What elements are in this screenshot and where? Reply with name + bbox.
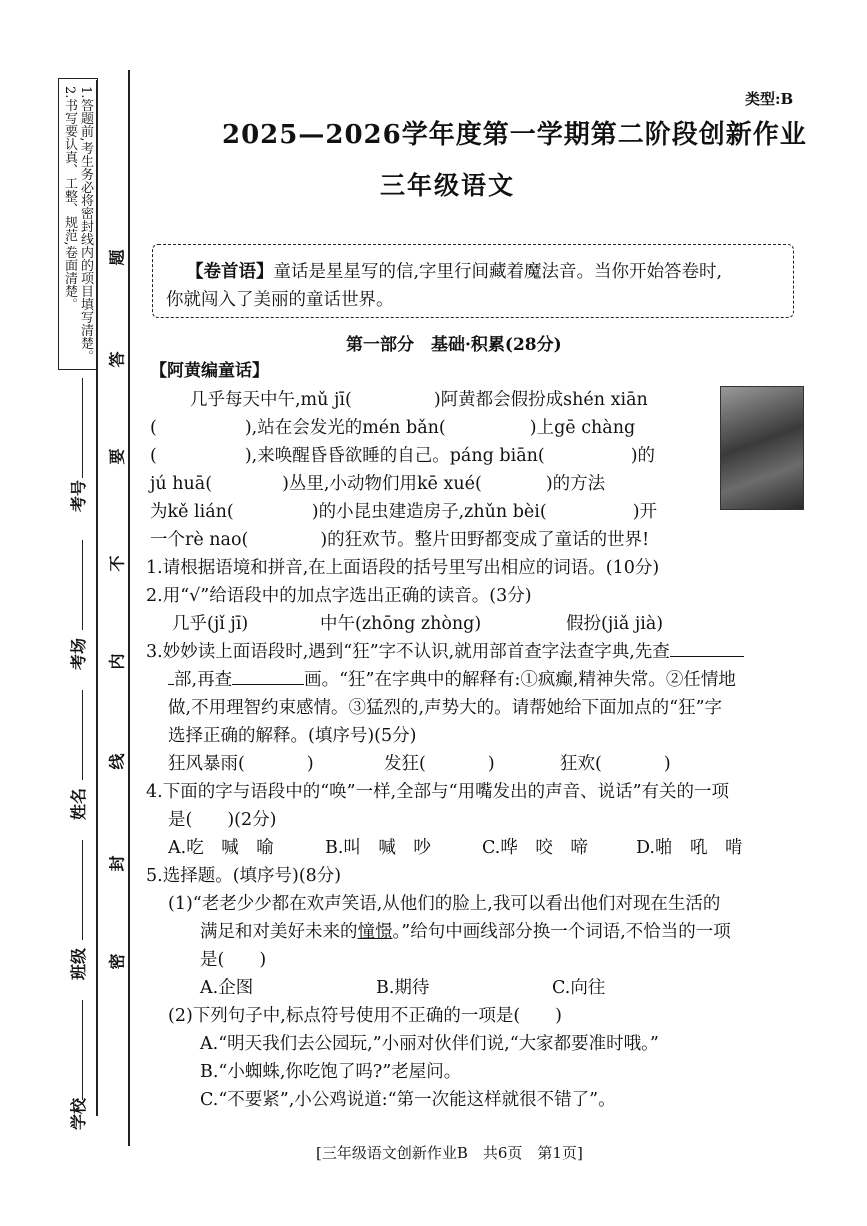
- q4-option-c: C.哗 咬 啼: [482, 838, 588, 858]
- binding-char-3: 要: [107, 448, 127, 465]
- q3-option-text: 狂风暴雨(: [168, 754, 245, 774]
- q3-option-3: [560, 750, 671, 775]
- question-3-line-2: [168, 666, 736, 691]
- passage-text: 一个rè nao(: [150, 530, 249, 550]
- room-line: [82, 540, 83, 630]
- passage-text: (: [150, 446, 157, 466]
- passage-text: )阿黄都会假扮成shén xiān: [433, 390, 648, 410]
- passage-text: )丛里,小动物们用kē xué(: [282, 474, 482, 494]
- q5-sub1-line-2: [200, 918, 731, 943]
- q3-option-2: [384, 750, 495, 775]
- room-label: 考场: [69, 637, 88, 670]
- page-title: 2025—2026学年度第一学期第二阶段创新作业: [222, 120, 807, 150]
- number-label: 考号: [69, 479, 88, 512]
- question-4-line-1: 4.下面的字与语段中的“唤”一样,全部与“用嘴发出的声音、说话”有关的一项: [146, 782, 730, 802]
- q5-sub2-option-c: C.“不要紧”,小公鸡说道:“第一次能这样就很不错了”。: [200, 1090, 616, 1110]
- passage-line-5: [150, 498, 657, 523]
- q5-sub1-option-c: C.向往: [552, 978, 606, 998]
- passage-text: 几乎每天中午,mǔ jī(: [190, 390, 352, 410]
- binding-char-1: 题: [107, 249, 127, 266]
- q5-sub1-option-a: A.企图: [200, 978, 254, 998]
- name-line: [82, 690, 83, 780]
- q5-text: 。”给句中画线部分换一个词语,不恰当的一项: [392, 922, 731, 942]
- passage-line-6: [150, 526, 649, 551]
- q3-option-close: ): [306, 754, 314, 774]
- q4-option-d: D.啪 吼 啃: [636, 838, 743, 858]
- q3-option-close: ): [487, 754, 495, 774]
- notice-line-1: 1.答题前,考生务必将密封线内的项目填写清楚。: [78, 86, 93, 363]
- q3-option-close: ): [663, 754, 671, 774]
- passage-text: 为kě lián(: [150, 502, 234, 522]
- question-4-line-2: 是( )(2分): [168, 810, 277, 830]
- binding-char-8: 密: [107, 953, 127, 970]
- binding-char-6: 线: [107, 753, 127, 770]
- question-2: 2.用“√”给语段中的加点字选出正确的读音。(3分): [146, 586, 532, 606]
- passage-text: )的狂欢节。整片田野都变成了童话的世界!: [320, 530, 650, 550]
- question-5-heading: 5.选择题。(填序号)(8分): [146, 866, 342, 886]
- q2-option-3: 假扮(jiǎ jià): [566, 614, 664, 634]
- q3-text: 部,再查: [174, 670, 233, 690]
- passage-text: jú huā(: [150, 474, 213, 494]
- q5-sub1-line-1: (1)“老老少少都在欢声笑语,从他们的脸上,我可以看出他们对现在生活的: [168, 894, 721, 914]
- school-label: 学校: [69, 1097, 88, 1130]
- q2-option-1: 几乎(jǐ jī): [172, 614, 249, 634]
- rooster-image: [720, 386, 804, 510]
- binding-char-4: 不: [107, 555, 127, 572]
- passage-line-2: [150, 414, 635, 439]
- q5-sub1-line-3: 是( ): [200, 950, 267, 970]
- number-line: [82, 378, 83, 478]
- q5-text: 满足和对美好未来的: [200, 922, 358, 942]
- part1-heading: 第一部分 基础·积累(28分): [346, 335, 562, 355]
- passage-text: )上gē chàng: [529, 418, 636, 438]
- binding-char-7: 封: [107, 855, 127, 872]
- intro-line-1: [186, 258, 722, 283]
- q4-option-a: A.吃 喊 喻: [168, 838, 274, 858]
- q3-text: 画。“狂”在字典中的解释有:①疯癫,精神失常。②任情地: [304, 670, 736, 690]
- q5-sub2: (2)下列句子中,标点符号使用不正确的一项是( ): [168, 1006, 563, 1026]
- q3-text: 3.妙妙读上面语段时,遇到“狂”字不认识,就用部首查字法查字典,先查: [146, 642, 670, 662]
- binding-line-left: [96, 80, 98, 1116]
- question-1: 1.请根据语境和拼音,在上面语段的括号里写出相应的词语。(10分): [146, 558, 660, 578]
- q4-option-b: B.叫 喊 吵: [325, 838, 431, 858]
- section-label: 【阿黄编童话】: [150, 361, 269, 381]
- binding-char-2: 答: [107, 351, 127, 368]
- notice-line-2: 2.书写要认真、工整、规范,卷面清楚。: [62, 86, 77, 311]
- passage-text: ),来唤醒昏昏欲睡的自己。páng biān(: [244, 446, 545, 466]
- binding-char-5: 内: [107, 653, 127, 670]
- passage-line-3: [150, 442, 655, 467]
- passage-text: ),站在会发光的mén bǎn(: [244, 418, 446, 438]
- subject-title: 三年级语文: [380, 171, 516, 200]
- intro-line-2: 你就闯入了美丽的童话世界。: [166, 290, 394, 310]
- page-footer: [三年级语文创新作业B 共6页 第1页]: [316, 1144, 583, 1162]
- intro-label: 【卷首语】: [186, 262, 274, 282]
- question-3-line-1: [146, 638, 744, 663]
- binding-line-right: [128, 70, 130, 1146]
- q2-option-2: 中午(zhōng zhòng): [320, 614, 482, 634]
- q3-option-text: 狂欢(: [560, 754, 602, 774]
- passage-text: (: [150, 418, 157, 438]
- question-3-line-3: 做,不用理智约束感情。③猛烈的,声势大的。请帮她给下面加点的“狂”字: [168, 698, 723, 718]
- q3-option-1: [168, 750, 314, 775]
- class-line: [82, 840, 83, 940]
- question-3-line-4: 选择正确的解释。(填序号)(5分): [168, 726, 417, 746]
- passage-text: )的方法: [545, 474, 606, 494]
- school-line: [82, 1000, 83, 1100]
- q5-sub2-option-a: A.“明天我们去公园玩,”小丽对伙伴们说,“大家都要准时哦。”: [200, 1034, 659, 1054]
- underlined-word: 憧憬: [357, 922, 393, 942]
- class-label: 班级: [69, 947, 88, 980]
- passage-text: )的: [630, 446, 656, 466]
- name-label: 姓名: [69, 787, 88, 820]
- passage-text: )开: [632, 502, 658, 522]
- type-label: 类型:B: [745, 90, 794, 108]
- passage-text: )的小昆虫建造房子,zhǔn bèi(: [311, 502, 547, 522]
- passage-line-1: [190, 386, 648, 411]
- q5-sub1-option-b: B.期待: [376, 978, 430, 998]
- q3-option-text: 发狂(: [384, 754, 426, 774]
- intro-text-1: 童话是星星写的信,字里行间藏着魔法音。当你开始答卷时,: [273, 262, 723, 282]
- passage-line-4: [150, 470, 605, 495]
- q5-sub2-option-b: B.“小蜘蛛,你吃饱了吗?”老屋问。: [200, 1062, 462, 1082]
